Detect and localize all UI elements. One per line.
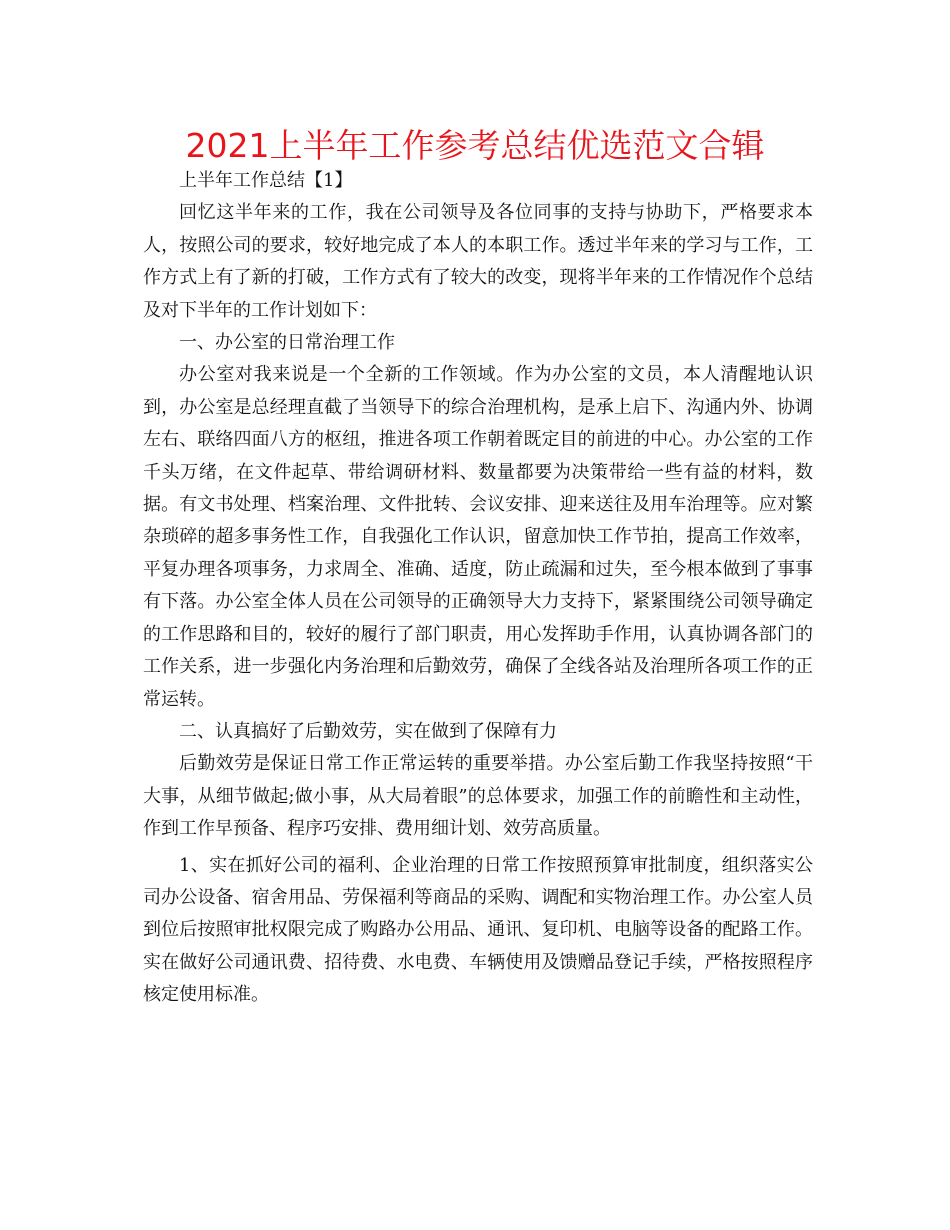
- page-title: 2021上半年工作参考总结优选范文合辑: [185, 126, 765, 165]
- subsection-heading: 一、办公室的日常治理工作: [179, 332, 395, 354]
- paragraph: 1、实在抓好公司的福利、企业治理的日常工作按照预算审批制度，组织落实公司办公设备、宿舍用品、劳保福利等商品的采购、调配和实物治理工作。办公室人员到位后按照审批权限完成了购路办公用品、通讯、复印机、电脑等设备的配路工作。实在做好公司通讯费、招待费、水电费、车辆使用及馈赠品登记手续，严格按照程序核定使用标准。: [143, 854, 813, 1006]
- paragraph: 回忆这半年来的工作，我在公司领导及各位同事的支持与协助下，严格要求本人，按照公司的要求，较好地完成了本人的本职工作。透过半年来的学习与工作，工作方式上有了新的打破，工作方式有了较大的改变，现将半年来的工作情况作个总结及对下半年的工作计划如下：: [143, 202, 813, 321]
- paragraph: 办公室对我来说是一个全新的工作领域。作为办公室的文员，本人清醒地认识到，办公室是总经理直截了当领导下的综合治理机构，是承上启下、沟通内外、协调左右、联络四面八方的枢纽，推进各项工作朝着既定目的前进的中心。办公室的工作千头万绪，在文件起草、带给调研材料、数量都要为决策带给一些有益的材料，数据。有文书处理、档案治理、文件批转、会议安排、迎来送往及用车治理等。应对繁杂琐碎的超多事务性工作，自我强化工作认识，留意加快工作节拍，提高工作效率，平复办理各项事务，力求周全、准确、适度，防止疏漏和过失，至今根本做到了事事有下落。办公室全体人员在公司领导的正确领导大力支持下，紧紧围绕公司领导确定的工作思路和目的，较好的履行了部门职责，用心发挥助手作用，认真协调各部门的工作关系，进一步强化内务治理和后勤效劳，确保了全线各站及治理所各项工作的正常运转。: [143, 364, 813, 710]
- paragraph: 后勤效劳是保证日常工作正常运转的重要举措。办公室后勤工作我坚持按照“干大事，从细节做起;做小事，从大局着眼”的总体要求，加强工作的前瞻性和主动性，作到工作早预备、程序巧安排、费用细计划、效劳高质量。: [143, 753, 813, 840]
- document-body: [143, 165, 813, 1012]
- section-heading: 上半年工作总结【1】: [179, 170, 353, 191]
- subsection-heading: 二、认真搞好了后勤效劳，实在做到了保障有力: [179, 720, 557, 742]
